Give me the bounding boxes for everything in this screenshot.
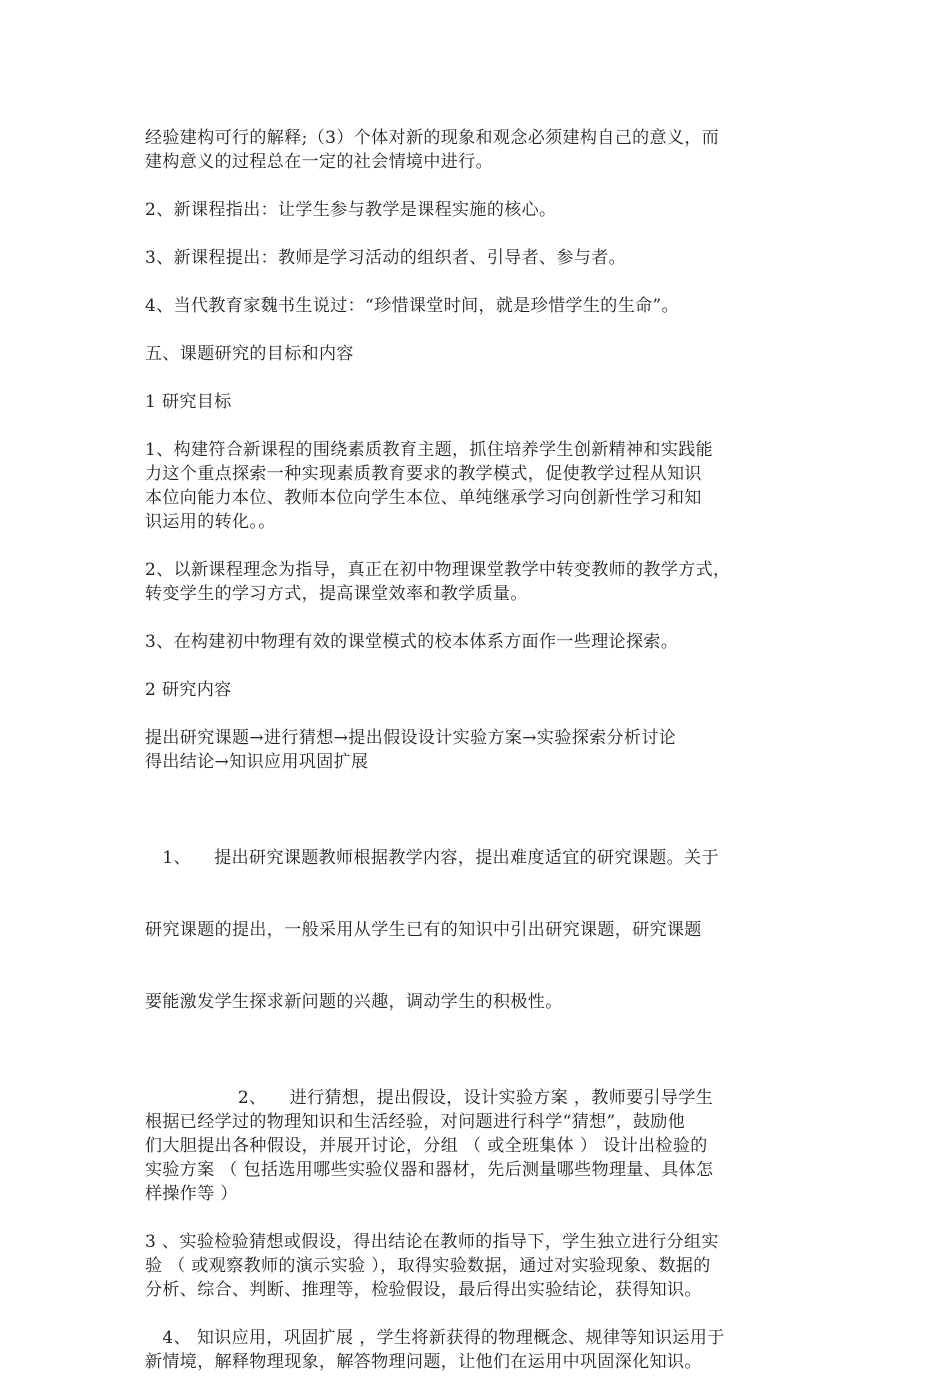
text-line: 1、 提出研究课题教师根据教学内容，提出难度适宜的研究课题。关于 bbox=[145, 848, 719, 868]
text-line: 3、新课程提出：教师是学习活动的组织者、引导者、参与者。 bbox=[145, 248, 627, 268]
paragraph-goal-1 bbox=[145, 438, 810, 534]
subsection-heading-content bbox=[145, 678, 810, 702]
text-line: 4、当代教育家魏书生说过：“珍惜课堂时间，就是珍惜学生的生命”。 bbox=[145, 296, 679, 316]
heading-text: 五、课题研究的目标和内容 bbox=[145, 344, 354, 364]
text-line: 建构意义的过程总在一定的社会情境中进行。 bbox=[145, 152, 493, 172]
text-line: 验 （ 或观察教师的演示实验 ），取得实验数据，通过对实验现象、数据的 bbox=[145, 1256, 711, 1276]
text-line: 提出研究课题→进行猜想→提出假设设计实验方案→实验探索分析讨论 bbox=[145, 728, 677, 748]
text-line: 本位向能力本位、教师本位向学生本位、单纯继承学习向创新性学习和知 bbox=[145, 488, 702, 508]
paragraph-goal-3 bbox=[145, 630, 810, 654]
text-line: 研究课题的提出，一般采用从学生已有的知识中引出研究课题，研究课题 bbox=[145, 920, 702, 940]
paragraph-step-1 bbox=[145, 798, 810, 1062]
document-body bbox=[145, 126, 810, 1398]
text-line: 3、在构建初中物理有效的课堂模式的校本体系方面作一些理论探索。 bbox=[145, 632, 679, 652]
text-line: 新情境，解释物理现象，解答物理问题，让他们在运用中巩固深化知识。 bbox=[145, 1352, 702, 1372]
text-line: 根据已经学过的物理知识和生活经验，对问题进行科学“猜想”，鼓励他 bbox=[145, 1112, 686, 1132]
text-line: 2、新课程指出：让学生参与教学是课程实施的核心。 bbox=[145, 200, 557, 220]
section-heading-5 bbox=[145, 342, 810, 366]
text-line: 1、构建符合新课程的围绕素质教育主题，抓住培养学生创新精神和实践能 bbox=[145, 440, 714, 460]
text-line: 要能激发学生探求新问题的兴趣，调动学生的积极性。 bbox=[145, 992, 563, 1012]
text-line: 3 、实验检验猜想或假设，得出结论在教师的指导下，学生独立进行分组实 bbox=[145, 1232, 719, 1252]
subsection-heading-goals bbox=[145, 390, 810, 414]
text-line: 力这个重点探索一种实现素质教育要求的教学模式，促使教学过程从知识 bbox=[145, 464, 702, 484]
text-line: 经验建构可行的解释;（3）个体对新的现象和观念必须建构自己的意义，而 bbox=[145, 128, 720, 148]
paragraph-flow bbox=[145, 726, 810, 774]
text-line: 转变学生的学习方式，提高课堂效率和教学质量。 bbox=[145, 584, 528, 604]
text-line: 们大胆提出各种假设，并展开讨论，分组 （ 或全班集体 ） 设计出检验的 bbox=[145, 1136, 708, 1156]
heading-text: 1 研究目标 bbox=[145, 392, 232, 412]
text-line: 实验方案 （ 包括选用哪些实验仪器和器材，先后测量哪些物理量、具体怎 bbox=[145, 1160, 714, 1180]
paragraph-goal-2 bbox=[145, 558, 810, 606]
text-line: 得出结论→知识应用巩固扩展 bbox=[145, 752, 369, 772]
paragraph-step-3 bbox=[145, 1230, 810, 1302]
text-line: 样操作等 ） bbox=[145, 1184, 238, 1204]
paragraph-point-2 bbox=[145, 198, 810, 222]
text-line: 2、以新课程理念为指导，真正在初中物理课堂教学中转变教师的教学方式， bbox=[145, 560, 731, 580]
text-line: 2、 进行猜想，提出假设，设计实验方案 ，教师要引导学生 bbox=[145, 1088, 714, 1108]
paragraph-intro bbox=[145, 126, 810, 174]
text-line: 分析、综合、判断、推理等，检验假设，最后得出实验结论，获得知识。 bbox=[145, 1280, 702, 1300]
text-line: 识运用的转化。。 bbox=[145, 512, 276, 532]
paragraph-step-2 bbox=[145, 1086, 810, 1206]
heading-text: 2 研究内容 bbox=[145, 680, 232, 700]
text-line: 4、 知识应用，巩固扩展 ，学生将新获得的物理概念、规律等知识运用于 bbox=[145, 1328, 725, 1348]
paragraph-step-4 bbox=[145, 1326, 810, 1374]
paragraph-point-4 bbox=[145, 294, 810, 318]
paragraph-point-3 bbox=[145, 246, 810, 270]
